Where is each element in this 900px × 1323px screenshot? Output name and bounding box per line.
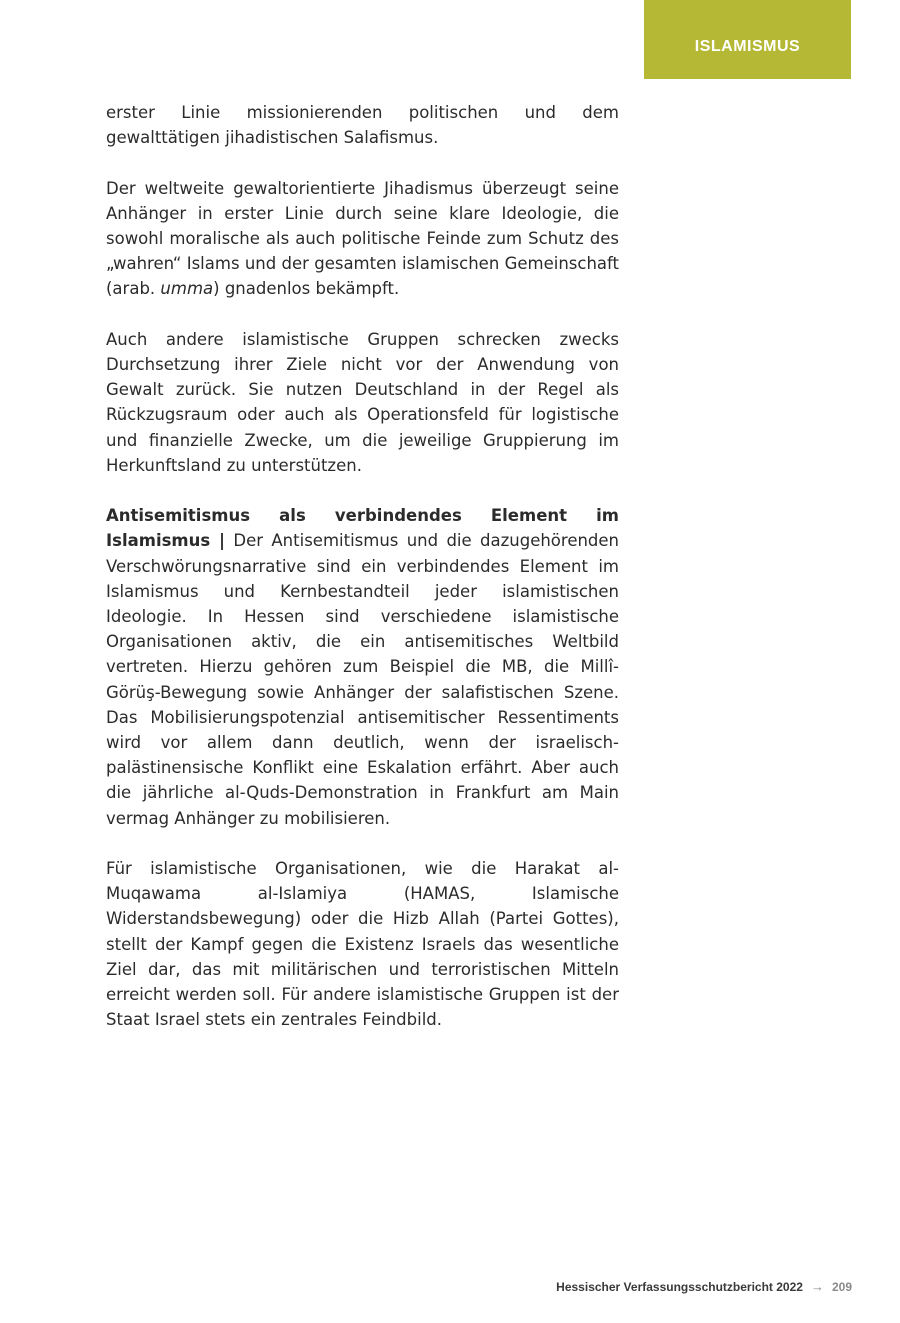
footer-document-title: Hessischer Verfassungsschutzbericht 2022	[556, 1279, 803, 1294]
paragraph-2-text-a: Der weltweite gewaltorientierte Jihadismus überzeugt seine Anhänger in erster Linie durch seine klare Ideologie, die sowohl moralische als auch politische Feinde zum Schutz des „wahren“ Islams und der gesamten islamischen Gemeinschaft (arab.	[106, 178, 619, 299]
paragraph-1: erster Linie missionierenden politischen und dem gewalttätigen jihadistischen Salafismus.	[106, 103, 619, 148]
paragraph-4-text: Der Antisemitismus und die dazugehörenden Verschwörungsnarrative sind ein verbindendes Element im Islamismus und Kernbestandteil jeder islamistischen Ideologie. In Hessen sind verschiedene islamistische Organisationen aktiv, die ein antisemitisches Weltbild vertreten. Hierzu gehören zum Beispiel die MB, die Millî-Görüş-Bewegung sowie Anhänger der salafistischen Szene. Das Mobilisierungspotenzial antisemitischer Ressentiments wird vor allem dann deutlich, wenn der israelisch-palästinensische Konflikt eine Eskalation erfährt. Aber auch die jährliche al-Quds-Demonstration in Frankfurt am Main vermag Anhänger zu mobilisieren.	[106, 531, 620, 828]
page-number: 209	[831, 1279, 852, 1294]
paragraph-2-term: umma	[160, 279, 214, 299]
arrow-right-icon: →	[810, 1279, 824, 1294]
paragraph-2	[106, 176, 619, 302]
page-footer	[556, 1279, 852, 1294]
section-tab	[644, 0, 851, 79]
paragraph-3: Auch andere islamistische Gruppen schrecken zwecks Durchsetzung ihrer Ziele nicht vor der Anwendung von Gewalt zurück. Sie nutzen Deutschland in der Regel als Rückzugsraum oder auch als Operationsfeld für logistische und finanzielle Zwecke, um die jeweilige Gruppierung im Herkunftsland zu unterstützen.	[106, 329, 619, 475]
paragraph-4	[106, 503, 619, 831]
paragraph-2-text-b: ) gnadenlos bekämpft.	[213, 279, 400, 299]
body-text	[106, 100, 619, 1058]
paragraph-4-lead: Antisemitismus als verbindendes Element im Islamismus |	[106, 506, 619, 551]
section-label: ISLAMISMUS	[694, 37, 801, 55]
paragraph-5: Für islamistische Organisationen, wie die Harakat al-Muqawama al-Islamiya (HAMAS, Islamische Widerstandsbewegung) oder die Hizb Allah (Partei Gottes), stellt der Kampf gegen die Existenz Israels das wesentliche Ziel dar, das mit militärischen und terroristischen Mitteln erreicht werden soll. Für andere islamistische Gruppen ist der Staat Israel stets ein zentrales Feindbild.	[106, 859, 619, 1030]
